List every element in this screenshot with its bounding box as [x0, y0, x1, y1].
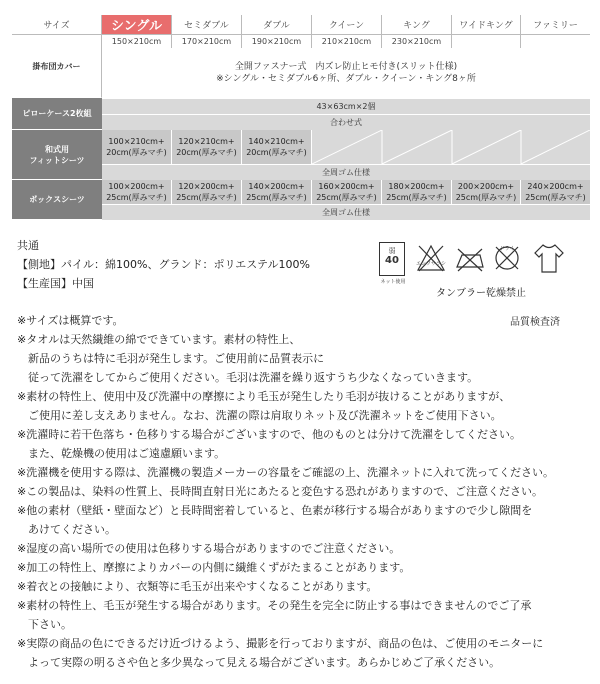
note-line: ※着衣との接触により、衣類等に毛玉が出来やすくなることがあります。: [17, 580, 378, 593]
dry-label: ドライ: [499, 246, 515, 252]
duvet-size-single: 150×210cm: [102, 35, 172, 48]
no-bleach-icon: [416, 243, 446, 273]
size-header-label: サイズ: [12, 15, 102, 35]
inspection-text: 品質検査済: [510, 317, 560, 328]
size-tab-family[interactable]: ファミリー: [521, 15, 590, 35]
duvet-size-semi-double: 170×210cm: [172, 35, 242, 48]
fitted-note: 全周ゴム仕様: [102, 164, 590, 180]
size-tab-king[interactable]: キング: [382, 15, 452, 35]
row-label-fitted: 和式用 フィットシーツ: [12, 130, 102, 180]
note-line: ※洗濯時に若干色落ち・色移りする場合がございますので、他のものとは分けて洗濯をしてください。: [17, 428, 521, 441]
note-line: 新品のうちは特に毛羽が発生します。ご使用前に品質表示に: [17, 352, 325, 365]
box-cell-wide-king: 200×200cm+ 25cm(厚みマチ): [452, 180, 521, 204]
note-line: ※サイズは概算です。: [17, 314, 124, 327]
note-line: ※洗濯機を使用する際は、洗濯機の製造メーカーの容量をご確認の上、洗濯ネットに入れて洗ってください。: [17, 466, 554, 479]
bleach-label: エンソサラシ: [416, 261, 447, 267]
note-line: ※タオルは天然繊維の綿でできています。素材の特性上、: [17, 333, 301, 346]
row-label-pillow: ピローケース2枚組: [12, 98, 102, 130]
pillow-size: 43×63cm×2個: [102, 98, 590, 114]
box-cell-single: 100×200cm+ 25cm(厚みマチ): [102, 180, 172, 204]
tumble-dry-prohibited: タンブラー乾燥禁止: [436, 288, 526, 299]
fitted-cell-double: 140×210cm+ 20cm(厚みマチ): [242, 130, 312, 164]
row-label-duvet: 掛布団カバー: [12, 35, 102, 98]
fitted-cell-single: 100×210cm+ 20cm(厚みマチ): [102, 130, 172, 164]
origin-text: 【生産国】中国: [17, 277, 94, 290]
note-line: よって実際の明るさや色と多少異なって見える場合がございます。あらかじめご了承ください。: [17, 656, 501, 669]
wash-tub-icon: [379, 242, 405, 276]
note-line: また、乾燥機の使用はご遠慮願います。: [17, 447, 226, 460]
size-tab-semi-double[interactable]: セミダブル: [172, 15, 242, 35]
note-line: ※他の素材（壁紙・壁面など）と長時間密着していると、色素が移行する場合がありますので少し隙間を: [17, 504, 533, 517]
note-line: ※素材の特性上、毛玉が発生する場合があります。その発生を完全に防止する事はできませんのでご了承: [17, 599, 532, 612]
note-line: ※素材の特性上、使用中及び洗濯中の摩擦により毛玉が発生したり毛羽が抜けることがありますが、: [17, 390, 511, 403]
size-tab-double[interactable]: ダブル: [242, 15, 312, 35]
box-cell-queen: 160×200cm+ 25cm(厚みマチ): [312, 180, 382, 204]
box-cell-king: 180×200cm+ 25cm(厚みマチ): [382, 180, 452, 204]
size-tab-wide-king[interactable]: ワイドキング: [452, 15, 521, 35]
care-label: [366, 237, 580, 303]
common-title: 共通: [17, 239, 39, 252]
box-cell-double: 140×200cm+ 25cm(厚みマチ): [242, 180, 312, 204]
wash-weak-label: 弱: [388, 247, 396, 255]
note-line: 下さい。: [17, 618, 72, 631]
duvet-note: 全開ファスナー式 内ズレ防止ヒモ付き(スリット仕様) ※シングル・セミダブル6ヶ所、ダブル・クイーン・キング8ヶ所: [102, 48, 590, 98]
duvet-size-double: 190×210cm: [242, 35, 312, 48]
fitted-unavailable-marks: [312, 130, 590, 164]
fitted-cell-semi-double: 120×210cm+ 20cm(厚みマチ): [172, 130, 242, 164]
duvet-size-wide-king: [452, 35, 521, 48]
hang-dry-icon: [532, 241, 566, 275]
wash-temp: 40: [385, 255, 399, 266]
spec-table: [12, 15, 590, 220]
row-label-box: ボックスシーツ: [12, 180, 102, 220]
notes-list: [0, 313, 600, 683]
note-line: 従って洗濯をしてからご使用ください。毛羽は洗濯を繰り返すうち少なくなっていきます。: [17, 371, 479, 384]
duvet-size-king: 230×210cm: [382, 35, 452, 48]
box-cell-family: 240×200cm+ 25cm(厚みマチ): [521, 180, 590, 204]
box-note: 全周ゴム仕様: [102, 204, 590, 220]
note-line: ※実際の商品の色にできるだけ近づけるよう、撮影を行っておりますが、商品の色は、ご使用のモニターに: [17, 637, 544, 650]
size-tab-queen[interactable]: クイーン: [312, 15, 382, 35]
note-line: ご使用に差し支えありません。なお、洗濯の際は肩取りネット及び洗濯ネットをご使用下さい。: [17, 409, 502, 422]
pillow-note: 合わせ式: [102, 114, 590, 130]
note-line: ※湿度の高い場所での使用は色移りする場合がありますのでご注意ください。: [17, 542, 401, 555]
duvet-size-queen: 210×210cm: [312, 35, 382, 48]
box-cell-semi-double: 120×200cm+ 25cm(厚みマチ): [172, 180, 242, 204]
note-line: あけてください。: [17, 523, 116, 536]
note-line: ※加工の特性上、摩擦によりカバーの内側に繊維くずがたまることがあります。: [17, 561, 411, 574]
net-label: ネット使用: [380, 279, 406, 285]
size-tab-single[interactable]: シングル: [102, 15, 172, 35]
material-text: 【側地】パイル：綿100%、グランド：ポリエステル100%: [17, 258, 310, 271]
note-line: ※この製品は、染料の性質上、長時間直射日光にあたると変色する恐れがありますので、ご注意ください。: [17, 485, 543, 498]
no-tumble-dry-icon: [454, 245, 486, 273]
duvet-size-family: [521, 35, 590, 48]
